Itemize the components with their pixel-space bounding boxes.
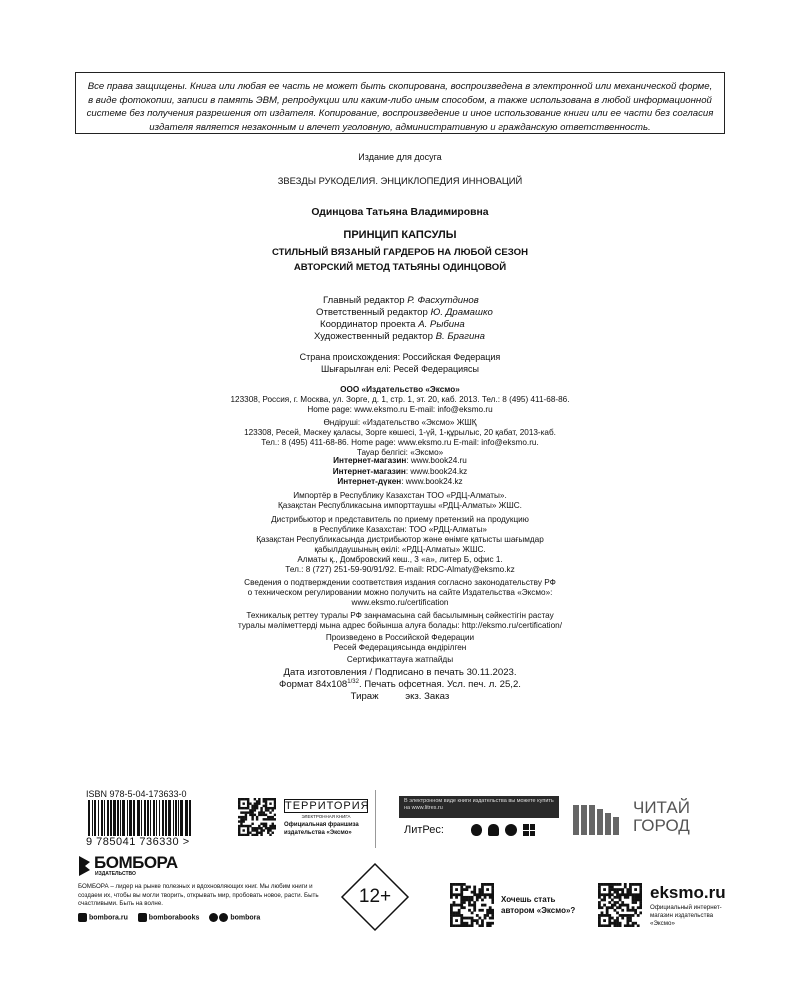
book-subtitle-1: СТИЛЬНЫЙ ВЯЗАНЫЙ ГАРДЕРОБ НА ЛЮБОЙ СЕЗОН [271,247,529,258]
social-link[interactable]: bombora.ru [78,913,128,922]
bombora-logo: БОМБОРА [94,853,178,872]
vk-icon [78,913,87,922]
barcode-icon [88,800,193,836]
staff-line: Главный редактор Р. Фасхутдинов [323,295,479,306]
shop-line-1: Интернет-магазин: www.book24.ru [333,456,467,465]
apple-icon [471,824,482,836]
origin-ru: Страна происхождения: Российская Федерация [299,352,501,362]
distributor-line: Дистрибьютор и представитель по приему претензий на продукцию [271,515,529,524]
social-link[interactable]: bomborabooks [138,913,200,922]
distributor-line: в Республике Казахстан: ТОО «РДЦ-Алматы» [313,525,487,534]
book-subtitle-2: АВТОРСКИЙ МЕТОД ТАТЬЯНЫ ОДИНЦОВОЙ [293,262,507,273]
platform-icons [471,824,535,836]
staff-line: Художественный редактор В. Брагина [314,331,485,342]
barcode-digits: 9 785041 736330 > [86,836,190,848]
cert-kz-line: Техникалық реттеу туралы РФ заңнамасына сай басылымның сәйкестігін растау [246,611,554,620]
produced-kz: Ресей Федерациясында өндірілген [333,643,467,652]
publisher-web: Home page: www.eksmo.ru E-mail: info@eksmo.ru [307,405,493,414]
bombora-social [78,913,260,922]
print-date: Дата изготовления / Подписано в печать 30.11.2023. [283,667,517,678]
cert-kz-line: туралы мәліметтерді мына адрес бойынша алуға болады: http://eksmo.ru/certification/ [237,621,563,630]
author-name: Одинцова Татьяна Владимировна [311,207,489,218]
eksmo-site[interactable]: eksmo.ru [650,883,726,902]
almaty-address: Алматы қ., Домбровский көш., 3 «а», литер Б, офис 1. [297,555,503,564]
kz-contacts: Тел.: 8 (495) 411-68-86. Home page: www.eksmo.ru E-mail: info@eksmo.ru. [261,438,539,447]
age-rating: 12+ [340,862,410,932]
windows-icon [523,824,535,836]
territory-caption: Официальная франшиза издательства «Эксмо» [284,822,359,836]
importer-kz: Қазақстан Республикасына импорттаушы «РДЦ-Алматы» ЖШС. [278,501,522,510]
author-call[interactable]: Хочешь стать автором «Эксмо»? [501,895,576,915]
print-format: Формат $84x108^{1/32}$. Печать офсетная. Усл. печ. л. 25,2. [279,679,521,691]
importer-ru: Импортёр в Республику Казахстан ТОО «РДЦ-Алматы». [293,491,507,500]
almaty-contacts: Тел.: 8 (727) 251-59-90/91/92. E-mail: RDC-Almaty@eksmo.kz [285,565,515,574]
bombora-sub: ИЗДАТЕЛЬСТВО [95,871,136,877]
cert-ru-line: Сведения о подтверждении соответствия издания согласно законодательству РФ [244,578,556,587]
qr-code-icon [450,883,494,927]
bombora-description: БОМБОРА – лидер на рынке полезных и вдохновляющих книг. Мы любим книги и создаем их, чтобы вы могли творить, открывать мир, пробовать новое, расти. Быть счастливыми. Быть на волне. [78,883,319,907]
book-title: ПРИНЦИП КАПСУЛЫ [343,229,457,241]
circulation: Тираж экз. Заказ [350,691,450,702]
cert-ru-line: о техническом регулировании можно получить на сайте Издательства «Эксмо»: [247,588,553,597]
distributor-line: қабылдаушының өкілі: «РДЦ-Алматы» ЖШС. [314,545,486,554]
book-stack-icon [573,801,628,835]
origin-kz: Шығарылған елі: Ресей Федерациясы [320,364,480,374]
android-icon [488,824,499,836]
telegram-icon [219,913,228,922]
qr-code-icon [598,883,642,927]
edition-type: Издание для досуга [358,152,442,162]
territory-logo: ТЕРРИТОРИЯ [285,800,370,812]
publisher-name: ООО «Издательство «Эксмо» [340,385,460,394]
produced-ru: Произведено в Российской Федерации [325,633,475,642]
kz-address: 123308, Ресей, Мәскеу қаласы, Зорге көшесі, 1-үй, 1-құрылыс, 20 қабат, 2013-каб. [244,428,556,437]
eksmo-caption: Официальный интернет-магазин издательства «Эксмо» [650,904,722,927]
qr-code-icon [238,798,276,836]
isbn-label: ISBN 978-5-04-173633-0 [86,789,187,799]
kz-trademark: Тауар белгісі: «Эксмо» [356,448,444,457]
staff-line: Координатор проекта А. Рыбина [320,319,465,330]
staff-line: Ответственный редактор Ю. Драмашко [316,307,493,318]
cert-ru-line: www.eksmo.ru/certification [351,598,449,607]
social-link[interactable]: bombora [209,913,260,922]
territory-sub: ЭЛЕКТРОННАЯ КНИГА [301,814,351,819]
litres-block [399,796,559,846]
chitai-gorod-logo: ЧИТАЙ ГОРОД [573,799,713,839]
rights-notice: Все права защищены. Книга или любая ее часть не может быть скопирована, воспроизведена в электронной или механической форме, в виде фотокопии, записи в память ЭВМ, репродукции или каким-либо иным способом, а также использована в любой информационной системе без получения разрешения от издателя. Копирование, воспроизведение и иное использование книги или ее части без согласия издателя является незаконным и влечет уголовную, административную и гражданскую ответственность. [75,72,725,134]
publisher-address: 123308, Россия, г. Москва, ул. Зорге, д. 1, стр. 1, эт. 20, каб. 2013. Тел.: 8 (495) 411-68-86. [230,395,570,404]
litres-banner: В электронном виде книги издательства вы можете купить на www.litres.ru [399,796,559,818]
kz-maker: Өндіруші: «Издательство «Эксмо» ЖШҚ [323,418,477,427]
vk-icon [138,913,147,922]
shop-line-2: Интернет-магазин: www.book24.kz [332,467,468,476]
territory-block [232,790,376,848]
app-icon [505,824,517,836]
cert-required: Сертификаттауға жатпайды [346,655,454,664]
shop-line-3: Интернет-дүкен: www.book24.kz [337,477,463,486]
bombora-logo-icon [78,854,90,876]
series-name: ЗВЕЗДЫ РУКОДЕЛИЯ. ЭНЦИКЛОПЕДИЯ ИННОВАЦИЙ [277,175,523,186]
distributor-line: Қазақстан Республикасында дистрибьютор және өнімге қатысты шағымдар [256,535,544,544]
telegram-icon [209,913,218,922]
litres-logo: ЛитРес: [404,824,444,836]
